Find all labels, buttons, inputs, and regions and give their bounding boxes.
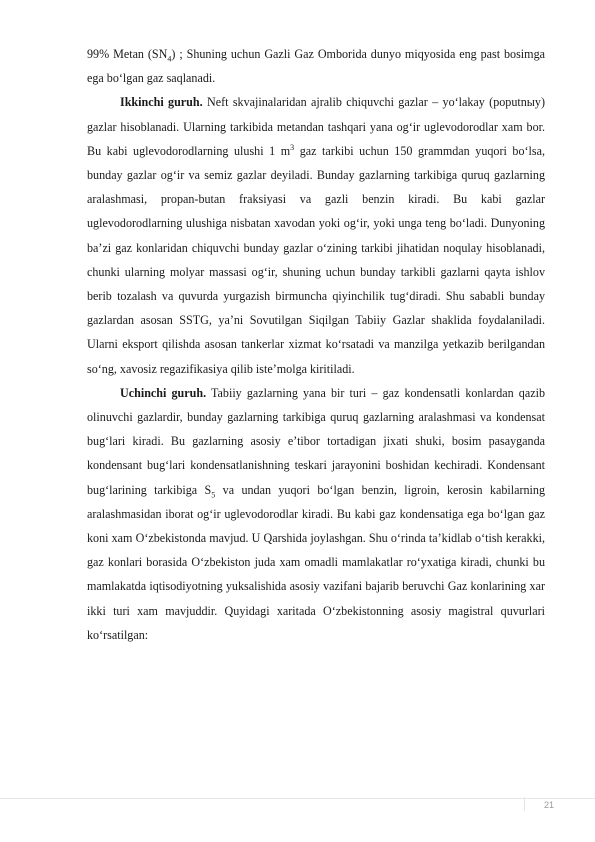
footer-divider	[0, 798, 595, 799]
paragraph-third-group-text-end: va undan yuqori bo‘lgan benzin, ligroin, kerosin kabilarning aralashmasidan iborat og‘ir uglevodorodlar kiradi. Bu kabi gaz kondensatiga ega bo‘lgan gaz koni xam O‘zbekistonda mavjud. U Qarshida joylashgan. Shu o‘rinda ta’kidlab o‘tish kerakki, gaz konlari borasida O‘zbekiston juda xam omadli mamlakatlar ro‘yxatiga kiradi, chunki bu mamlakatda iqtisodiyotning yuksalishida asosiy vazifani bajarib beruvchi Gaz konlarining xar ikki turi xam mavjuddir. Quyidagi xaritada O‘zbekistonning asosiy magistral quvurlari ko‘rsatilgan:	[87, 482, 546, 642]
superscript-3: 3	[290, 142, 295, 152]
heading-third-group: Uchinchi guruh.	[120, 385, 207, 400]
paragraph-second-group	[87, 90, 545, 380]
subscript-4: 4	[167, 54, 172, 64]
paragraph-third-group-text: Tabiiy gazlarning yana bir turi – gaz kondensatli konlardan qazib olinuvchi gazlardir, bunday gazlarning tarkibiga quruq gazlarning aralashmasi va kondensat bug‘lari kiradi. Bu gazlarning asosiy e’tibor tortadigan jixati shuki, bosim pasayganda kondensant bug‘lari kondensatlanishning teskari jarayonini boshidan kechiradi. Kondensant bug‘larining tarkibiga S	[87, 385, 546, 497]
subscript-5: 5	[211, 490, 216, 500]
heading-second-group: Ikkinchi guruh.	[120, 95, 203, 110]
paragraph-third-group	[87, 381, 545, 647]
paragraph-second-group-text-end: gaz tarkibi uchun 150 grammdan yuqori bo‘lsa, bunday gazlar og‘ir va semiz gazlar deyiladi. Bunday gazlarning tarkibiga quruq gazlarning aralashmasi, propan-butan fraksiyasi va gazli benzin kiradi. Bu kabi gazlar uglevodorodlarning ulushiga nisbatan xavodan yoki og‘ir, yoki unga teng bo‘ladi. Dunyoning ba’zi gaz konlaridan chiquvchi bunday gazlar o‘zining tarkibi jihatidan noqulay hisoblanadi, chunki ularning molyar massasi og‘ir, shuning uchun bunday tarkibli gazlarni qayta ishlov berib tozalash va quvurda yurgazish birmuncha qiyinchilik tug‘diradi. Shu sababli bunday gazlardan asosan SSTG, ya’ni Sovutilgan Siqilgan Tabiiy Gazlar shaklida foydalaniladi. Ularni eksport qilishda asosan tankerlar xizmat ko‘rsatadi va manzilga yetkazib berilgandan so‘ng, xavosiz regazifikasiya qilib iste’molga kiritiladi.	[87, 143, 545, 376]
paragraph-second-group-text: Neft skvajinalaridan ajralib chiquvchi gazlar – yo‘lakay (poputnыy) gazlar hisoblanadi. Ularning tarkibida metandan tashqari yana og‘ir uglevodorodlar xam bor. Bu kabi uglevodorodlarning ulushi 1 m	[87, 95, 545, 158]
page-number: 21	[524, 797, 573, 811]
paragraph-intro-text-end: ) ; Shuning uchun Gazli Gaz Omborida dunyo miqyosida eng past bosimga ega bo‘lgan gaz saqlanadi.	[87, 47, 545, 86]
document-body	[87, 42, 545, 647]
paragraph-intro	[87, 42, 545, 90]
paragraph-intro-text: 99% Metan (SN	[87, 47, 168, 61]
